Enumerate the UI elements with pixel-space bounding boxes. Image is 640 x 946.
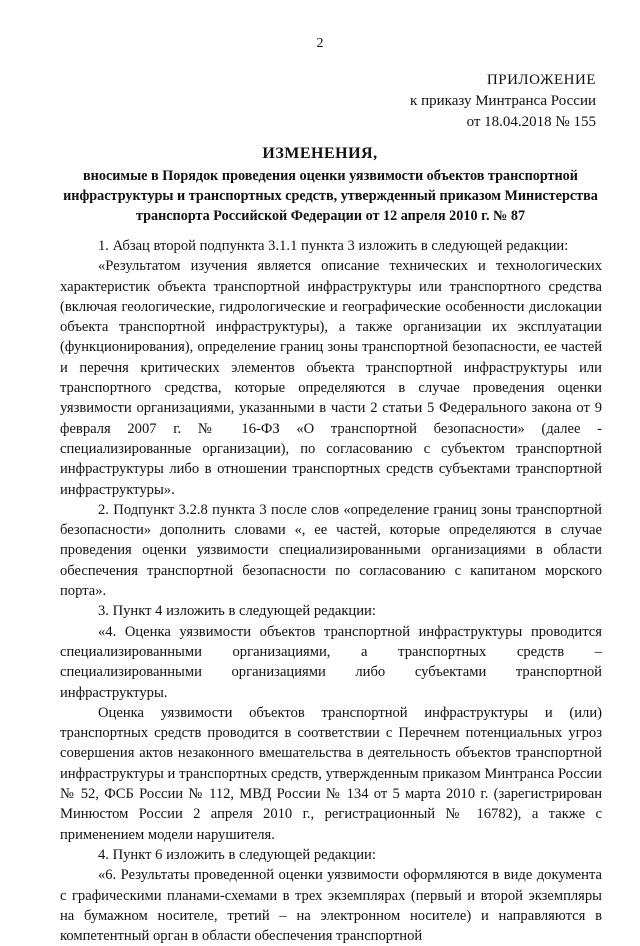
paragraph: 4. Пункт 6 изложить в следующей редакции: <box>98 846 376 863</box>
paragraph: 2. Подпункт 3.2.8 пункта 3 после слов «определение границ зоны транспортной безопасности» дополнить словами «, ее частей, которые определяются в случае проведения оценки уязвимости специализированными организациями в области обеспечения транспортной безопасности по согласованию с капитаном морского порта». <box>60 501 602 600</box>
paragraph: «6. Результаты проведенной оценки уязвимости оформляются в виде документа с графическими планами-схемами в трех экземплярах (первый и второй экземпляры на бумажном носителе, третий – на электронном носителе) и направляются в компетентный орган в области обеспечения транспортной <box>60 867 602 945</box>
appendix-order-line: к приказу Минтранса России <box>410 93 596 109</box>
appendix-title: ПРИЛОЖЕНИЕ <box>486 72 596 88</box>
paragraph: Оценка уязвимости объектов транспортной инфраструктуры и (или) транспортных средств проводится в соответствии с Перечнем потенциальных угроз совершения актов незаконного вмешательства в деятельность объектов транспортной инфраструктуры и транспортных средств, утвержденным приказом Минтранса России № 52, ФСБ России № 112, МВД России № 134 от 5 марта 2010 г. (зарегистрирован Минюстом России 2 апреля 2010 г., регистрационный № 16782), а также с применением модели нарушителя. <box>60 704 602 843</box>
document-heading: ИЗМЕНЕНИЯ, <box>262 145 378 162</box>
page-number: 2 <box>316 36 324 51</box>
paragraph: 1. Абзац второй подпункта 3.1.1 пункта 3 изложить в следующей редакции: <box>98 238 569 254</box>
document-subheading: вносимые в Порядок проведения оценки уязвимости объектов транспортной инфраструктуры и транспортных средств, утвержденный приказом Министерства транспорта Российской Федерации от 12 апреля 2010 г. № 87 <box>63 168 598 224</box>
paragraph: «Результатом изучения является описание технических и технологических характеристик объекта транспортной инфраструктуры или транспортного средства (включая геологические, гидрологические и географические особенности дислокации объекта транспортной инфраструктуры), а также организации их эксплуатации (функционирования), определение границ зоны транспортной безопасности, ее частей и перечня критических элементов объекта транспортной инфраструктуры или транспортного средства, которые определяются в случае проведения оценки уязвимости организациями, указанными в части 2 статьи 5 Федерального закона от 9 февраля 2007 г. № 16-ФЗ «О транспортной безопасности» (далее - специализированные организации), по согласованию с субъектом транспортной инфраструктуры либо в отношении транспортных средств субъектами транспортной инфраструктуры». <box>60 258 602 498</box>
appendix-block <box>410 70 596 133</box>
paragraph: 3. Пункт 4 изложить в следующей редакции: <box>98 603 376 620</box>
document-body <box>60 236 602 946</box>
appendix-date-line: от 18.04.2018 № 155 <box>466 114 596 130</box>
paragraph: «4. Оценка уязвимости объектов транспортной инфраструктуры проводится специализированными организациями, а транспортных средств – специализированными организациями либо субъектами транспортной инфраструктуры. <box>60 623 602 701</box>
